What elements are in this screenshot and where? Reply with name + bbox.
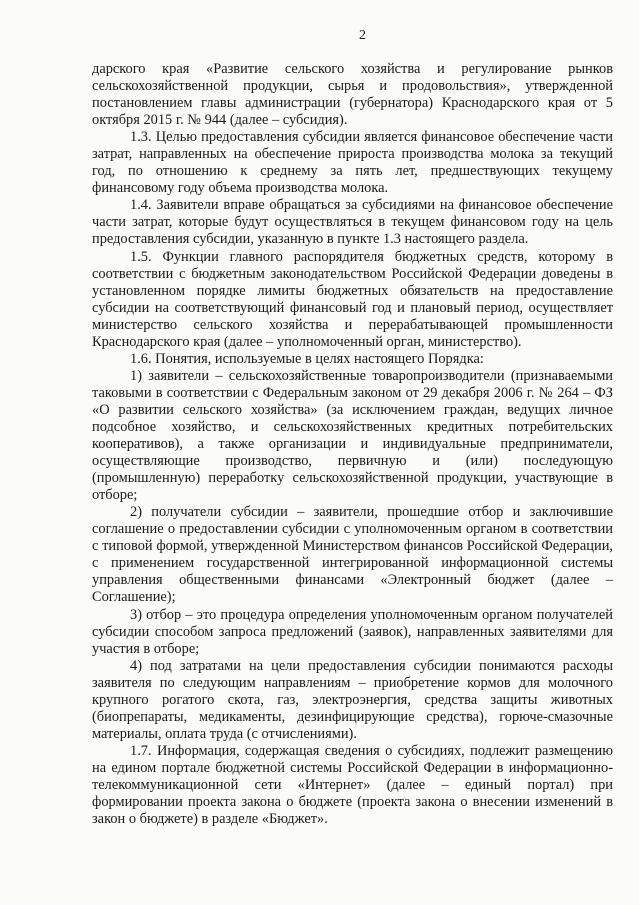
- paragraph-clause-1-6: 1.6. Понятия, используемые в целях настоящего Порядка:: [130, 350, 484, 367]
- paragraph-clause-1-6-3: 3) отбор – это процедура определения уполномоченным органом получателей субсидии способом запроса предложений (заявок), направленных заявителями для участия в отборе;: [92, 606, 613, 657]
- document-body: [92, 61, 613, 828]
- paragraph-clause-1-7: 1.7. Информация, содержащая сведения о субсидиях, подлежит размещению на едином портале бюджетной системы Российской Федерации в информационно-телекоммуникационной сети «Интернет» (далее – единый портал) при формировании проекта закона о бюджете (проекта закона о внесении изменений в закон о бюджете) в разделе «Бюджет».: [92, 742, 613, 828]
- paragraph-clause-1-6-4: 4) под затратами на цели предоставления субсидии понимаются расходы заявителя по следующим направлениям – приобретение кормов для молочного крупного рогатого скота, газ, электроэнергия, средства защиты животных (биопрепараты, медикаменты, дезинфицирующие средства), горюче-смазочные материалы, оплата труда (с отчислениями).: [92, 657, 613, 742]
- paragraph-intro-continuation: дарского края «Развитие сельского хозяйства и регулирование рынков сельскохозяйственной продукции, сырья и продовольствия», утвержденной постановлением главы администрации (губернатора) Краснодарского края от 5 октября 2015 г. № 944 (далее – субсидия).: [92, 61, 613, 129]
- page-number: 2: [359, 28, 366, 43]
- paragraph-clause-1-6-2: 2) получатели субсидии – заявители, прошедшие отбор и заключившие соглашение о предоставлении субсидии с уполномоченным органом в соответствии с типовой формой, утвержденной Министерством финансов Российской Федерации, с применением государственной интегрированной информационной системы управления общественными финансами «Электронный бюджет (далее – Соглашение);: [92, 504, 613, 606]
- paragraph-clause-1-4: 1.4. Заявители вправе обращаться за субсидиями на финансовое обеспечение части затрат, которые будут осуществляться в текущем финансовом году на цель предоставления субсидии, указанную в пункте 1.3 настоящего раздела.: [92, 197, 613, 248]
- paragraph-clause-1-3: 1.3. Целью предоставления субсидии является финансовое обеспечение части затрат, направленных на обеспечение прироста производства молока за текущий год, по отношению к среднему за пять лет, предшествующих текущему финансовому году объема производства молока.: [92, 129, 613, 197]
- paragraph-clause-1-6-1: 1) заявители – сельскохозяйственные товаропроизводители (признаваемыми таковыми в соответствии с Федеральным законом от 29 декабря 2006 г. № 264 – ФЗ «О развитии сельского хозяйства» (за исключением граждан, ведущих личное подсобное хозяйство, и сельскохозяйственных кредитных потребительских кооперативов), а также организации и индивидуальные предприниматели, осуществляющие производство, первичную и (или) последующую (промышленную) переработку сельскохозяйственной продукции, участвующие в отборе;: [92, 367, 613, 504]
- paragraph-clause-1-5: 1.5. Функции главного распорядителя бюджетных средств, которому в соответствии с бюджетным законодательством Российской Федерации доведены в установленном порядке лимиты бюджетных обязательств на предоставление субсидии на соответствующий финансовый год и плановый период, осуществляет министерство сельского хозяйства и перерабатывающей промышленности Краснодарского края (далее – уполномоченный орган, министерство).: [92, 248, 613, 350]
